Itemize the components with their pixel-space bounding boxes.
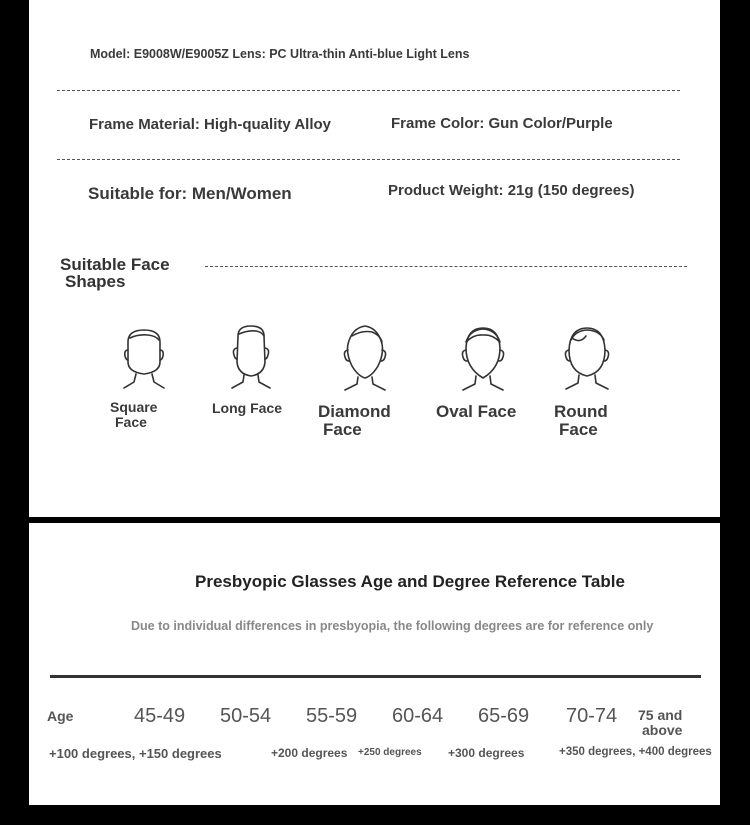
face-shapes-heading — [60, 256, 170, 290]
square-face-icon — [118, 322, 170, 390]
degree-cell-2: +200 degrees — [271, 746, 348, 760]
face-shapes-heading-line1: Suitable Face — [60, 255, 170, 274]
age-header-label: Age — [47, 708, 74, 724]
degree-cell-4: +300 degrees — [448, 746, 525, 760]
age-cell-75-line2: above — [642, 722, 683, 738]
round-face-label-line1: Round — [554, 402, 608, 421]
frame-material-spec: Frame Material: High-quality Alloy — [89, 116, 331, 133]
long-face-label-line1: Long Face — [212, 400, 283, 416]
long-face-label — [212, 401, 282, 416]
oval-face-label — [436, 403, 516, 421]
reference-table-note: Due to individual differences in presbyopia, the following degrees are for reference only — [131, 619, 654, 633]
diamond-face-label — [318, 403, 391, 439]
divider-line — [57, 159, 680, 160]
age-cell-65-69: 65-69 — [478, 705, 530, 727]
table-top-rule — [50, 675, 701, 678]
age-cell-45-49: 45-49 — [134, 705, 186, 727]
age-cell-75-above — [638, 708, 682, 738]
frame-color-spec: Frame Color: Gun Color/Purple — [391, 115, 613, 132]
model-lens-spec: Model: E9008W/E9005Z Lens: PC Ultra-thin Anti-blue Light Lens — [90, 47, 470, 61]
round-face-icon — [560, 322, 614, 392]
age-cell-50-54: 50-54 — [220, 705, 272, 727]
oval-face-label-line1: Oval Face — [436, 402, 517, 421]
age-cell-60-64: 60-64 — [392, 705, 444, 727]
diamond-face-label-line2: Face — [323, 419, 362, 439]
oval-face-icon — [456, 322, 510, 392]
age-cell-75-line1: 75 and — [638, 707, 683, 723]
square-face-label — [110, 400, 157, 429]
suitable-for-spec: Suitable for: Men/Women — [88, 184, 292, 203]
reference-table-panel — [29, 523, 720, 805]
degree-cell-3: +250 degrees — [358, 747, 422, 758]
long-face-icon — [226, 322, 276, 390]
round-face-label — [554, 403, 608, 439]
square-face-label-line1: Square — [110, 399, 158, 415]
product-weight-spec: Product Weight: 21g (150 degrees) — [388, 182, 635, 199]
diamond-face-icon — [338, 322, 392, 392]
reference-table-title: Presbyopic Glasses Age and Degree Reference Table — [195, 572, 625, 591]
face-shapes-heading-line2: Shapes — [65, 272, 126, 291]
round-face-label-line2: Face — [559, 419, 598, 439]
diamond-face-label-line1: Diamond — [318, 402, 391, 421]
degree-cell-1: +100 degrees, +150 degrees — [49, 746, 222, 761]
degree-cell-5: +350 degrees, +400 degrees — [559, 746, 712, 758]
square-face-label-line2: Face — [115, 413, 147, 430]
age-cell-70-74: 70-74 — [566, 705, 618, 727]
age-cell-55-59: 55-59 — [306, 705, 358, 727]
face-shapes-divider — [205, 266, 687, 267]
divider-line — [57, 90, 680, 91]
